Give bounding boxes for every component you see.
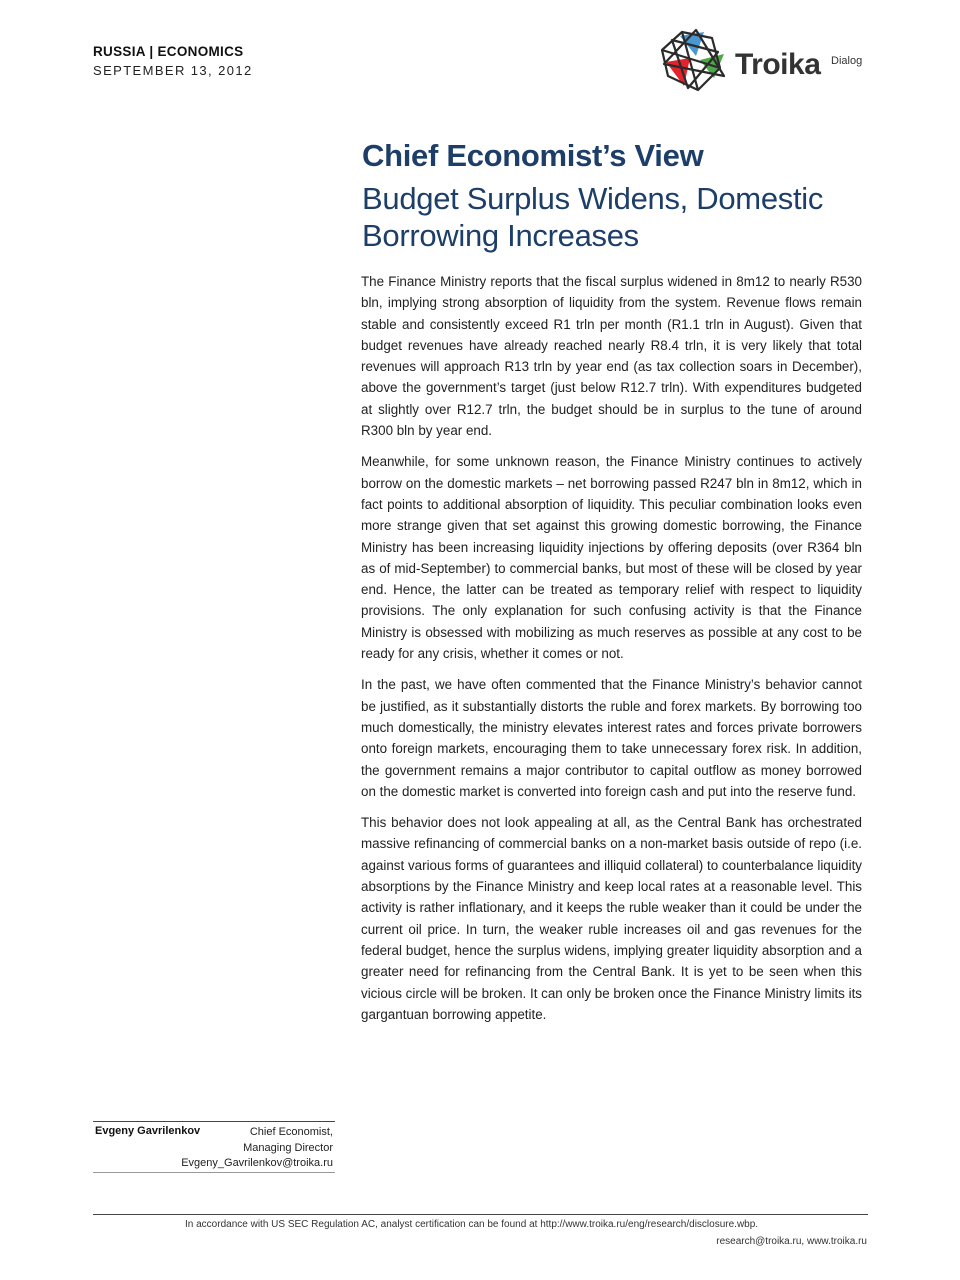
- logo-wordmark: Troika: [735, 48, 821, 81]
- author-role: Managing Director: [243, 1141, 333, 1154]
- troika-star-icon: [658, 28, 734, 94]
- author-email[interactable]: Evgeny_Gavrilenkov@troika.ru: [181, 1157, 333, 1169]
- title-block: [362, 138, 872, 254]
- footer-contacts[interactable]: research@troika.ru, www.troika.ru: [716, 1236, 867, 1247]
- divider: [93, 1121, 335, 1122]
- report-date: SEPTEMBER 13, 2012: [93, 63, 253, 78]
- report-header: [93, 44, 253, 78]
- author-block: [93, 1121, 335, 1173]
- footer-disclosure: In accordance with US SEC Regulation AC, analyst certification can be found at http://www.troika.ru/eng/research/disclosure.wbp.: [185, 1219, 759, 1230]
- article-body: [361, 271, 862, 1035]
- paragraph: The Finance Ministry reports that the fiscal surplus widened in 8m12 to nearly R530 bln, implying strong absorption of liquidity from the system. Revenue flows remain stable and consistently exceed R1 trln per month (R1.1 trln in August). Given that budget revenues have already reached nearly R8.4 trln, it is very likely that total revenues will approach R13 trln by year end (as tax collection soars in December), above the government’s target (just below R12.7 trln). With expenditures budgeted at slightly over R12.7 trln, the budget should be in surplus to the tune of around R300 bln by year end.: [361, 274, 862, 439]
- troika-dialog-logo: [658, 28, 873, 94]
- page-title: Chief Economist’s View: [362, 138, 704, 173]
- footer-divider: [93, 1214, 868, 1215]
- section-label: RUSSIA | ECONOMICS: [93, 44, 244, 59]
- author-name: Evgeny Gavrilenkov: [95, 1125, 201, 1137]
- paragraph: Meanwhile, for some unknown reason, the Finance Ministry continues to actively borrow on the domestic markets – net borrowing passed R247 bln in 8m12, which in fact points to additional absorption of liquidity. This peculiar combination looks even more strange given that set against this growing domestic borrowing, the Finance Ministry has been increasing liquidity injections by offering deposits (over R364 bln as of mid-September) to commercial banks, but most of these will be closed by year end. Hence, the latter can be treated as temporary relief with respect to liquidity provisions. The only explanation for such confusing activity is that the Finance Ministry is obsessed with mobilizing as much reserves as possible at any cost to be ready for any crisis, whether it comes or not.: [361, 454, 862, 662]
- paragraph: In the past, we have often commented that the Finance Ministry’s behavior cannot be justified, as it substantially distorts the ruble and forex markets. By borrowing too much domestically, the ministry elevates interest rates and forces private borrowers onto foreign markets, encouraging them to take unnecessary forex risk. In addition, the government remains a major contributor to capital outflow as money borrowed on the domestic market is converted into foreign cash and put into the reserve fund.: [361, 677, 862, 799]
- paragraph: This behavior does not look appealing at all, as the Central Bank has orchestrated massive refinancing of commercial banks on a non-market basis outside of repo (i.e. against various forms of guarantees and illiquid collateral) to counterbalance liquidity absorptions by the Finance Ministry and keep local rates at a reasonable level. This activity is rather inflationary, and it keeps the ruble weaker than it could be under the current oil price. In turn, the weaker ruble increases oil and gas revenues for the federal budget, hence the surplus widens, implying greater liquidity absorption and a greater need for refinancing from the Central Bank. It is yet to be seen when this vicious circle will be broken. It can only be broken once the Finance Ministry limits its gargantuan borrowing appetite.: [361, 815, 862, 1022]
- page-subtitle: Budget Surplus Widens, Domestic Borrowing Increases: [362, 181, 824, 253]
- divider: [93, 1172, 335, 1173]
- logo-subword: Dialog: [831, 55, 863, 67]
- author-title: Chief Economist,: [249, 1126, 333, 1138]
